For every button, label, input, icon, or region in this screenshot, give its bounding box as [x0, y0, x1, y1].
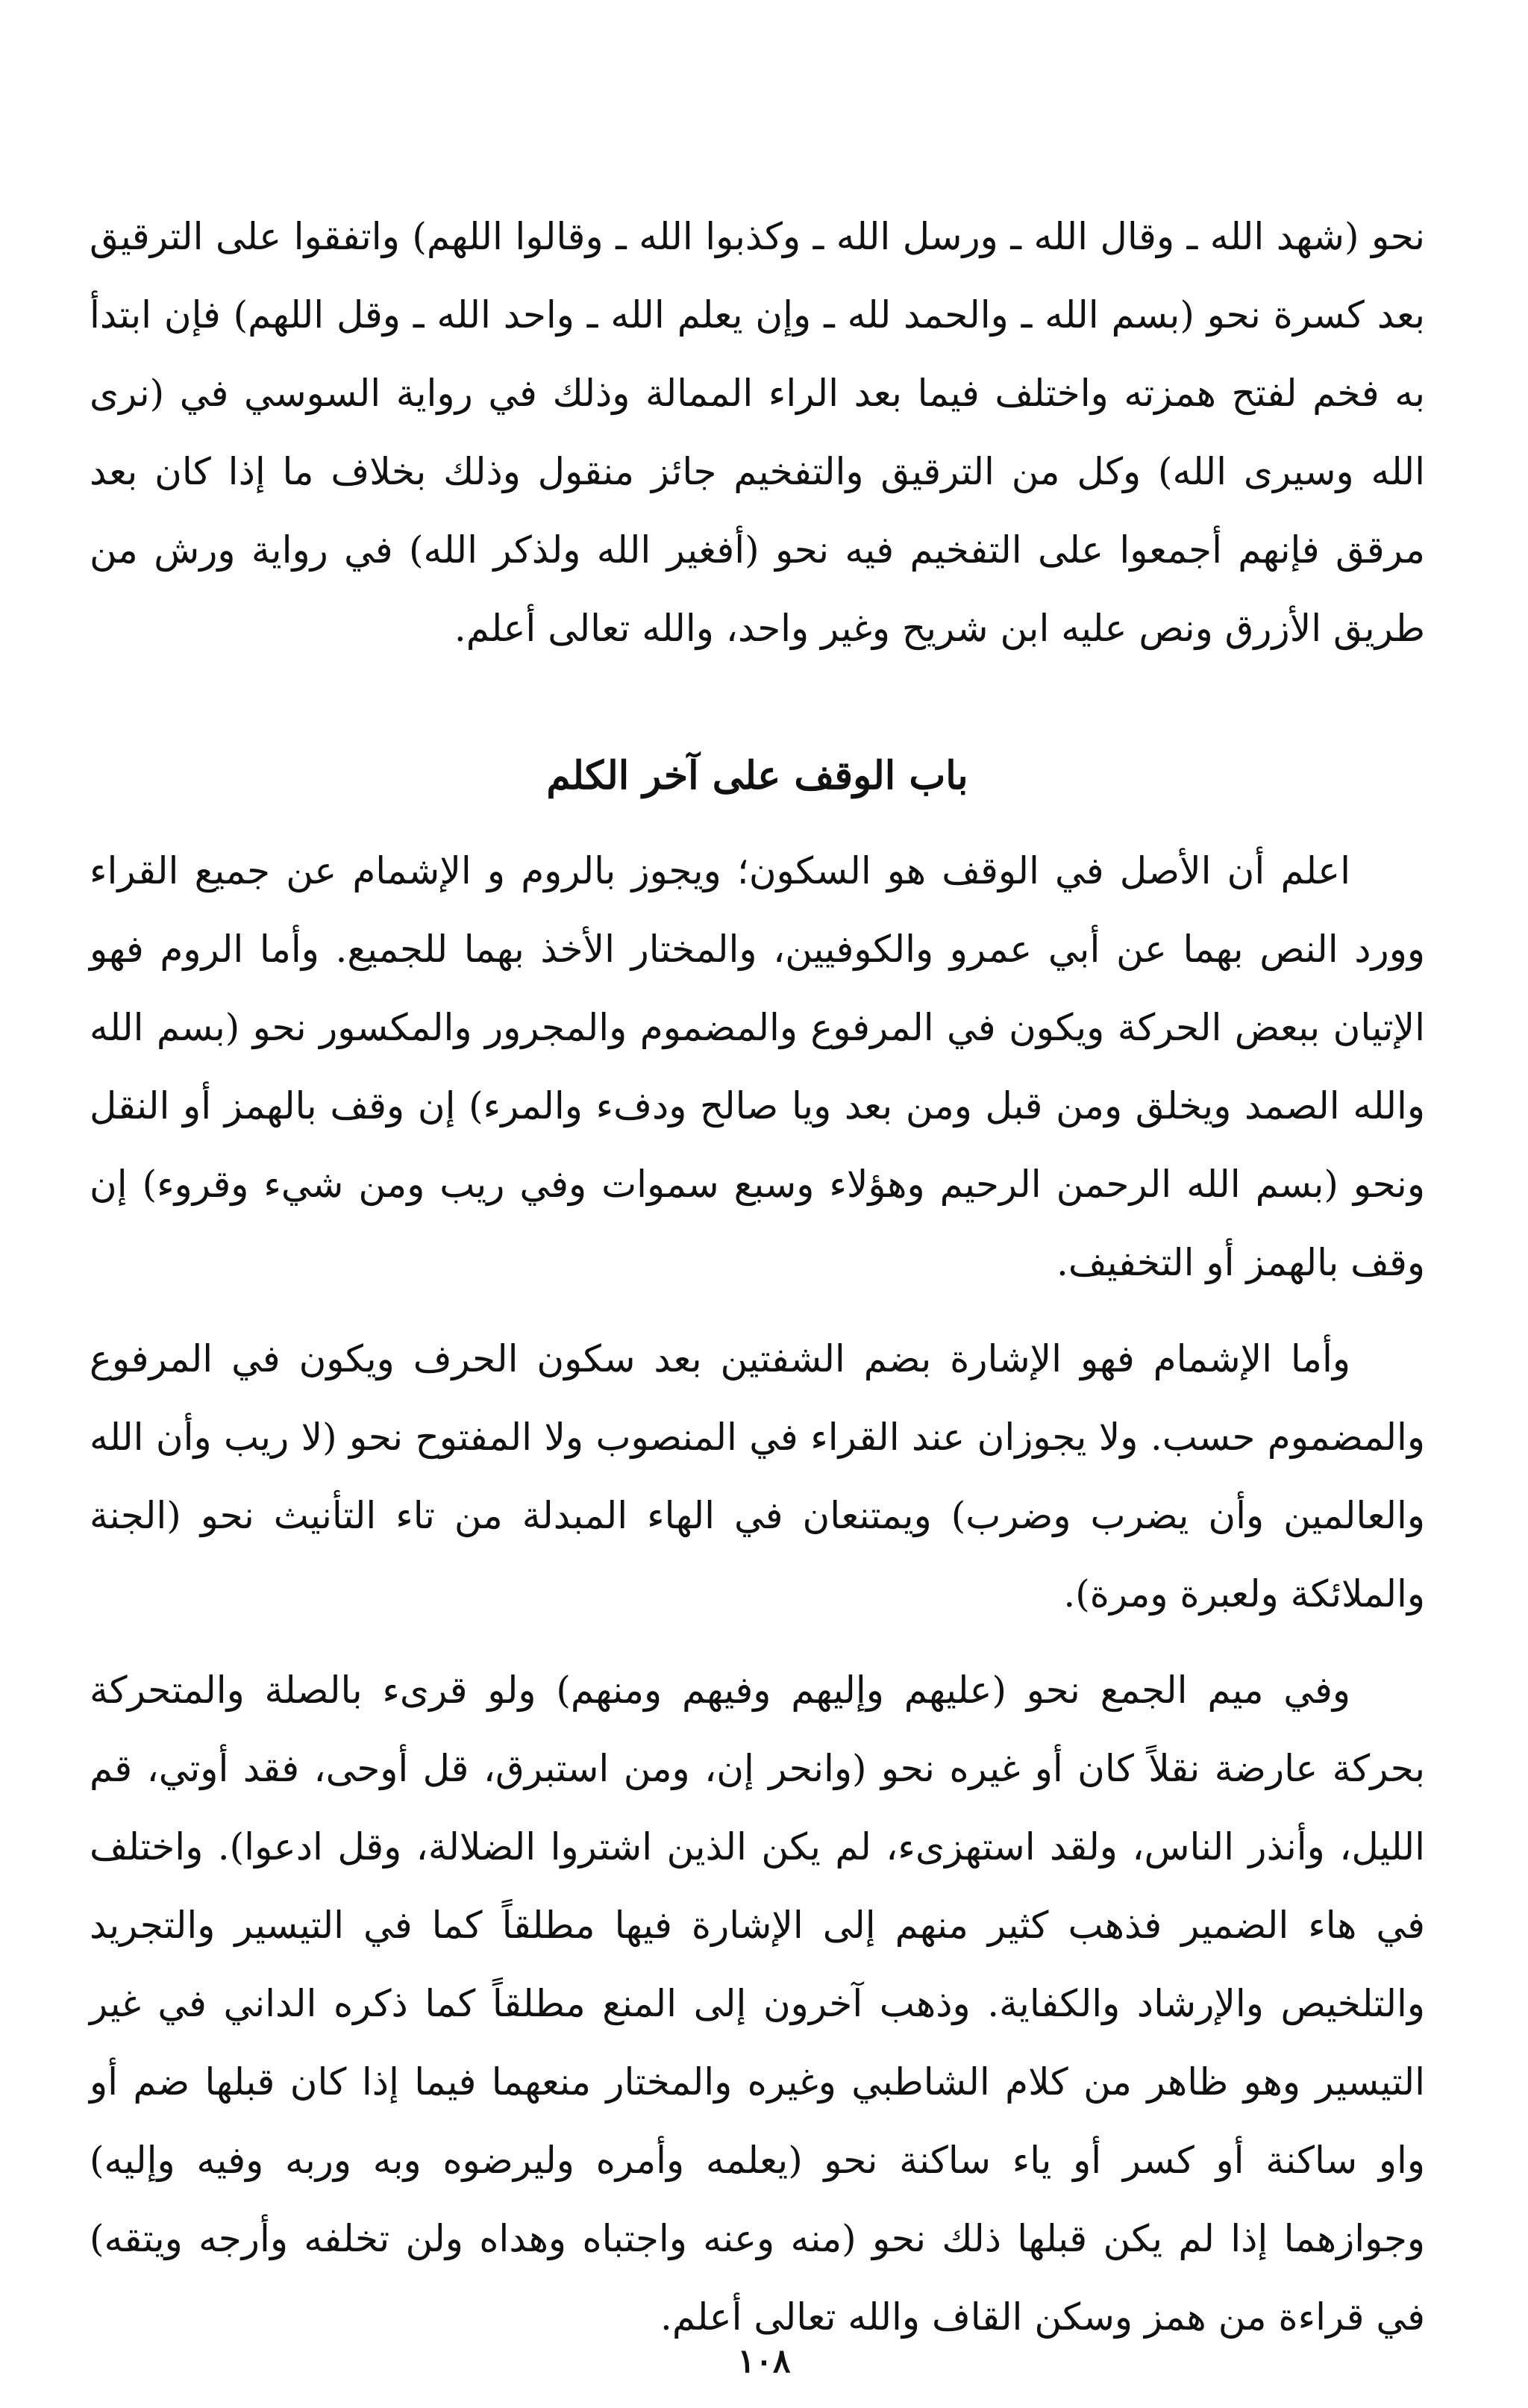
section-heading: باب الوقف على آخر الكلم: [546, 753, 968, 798]
paragraph: اعلم أن الأصل في الوقف هو السكون؛ ويجوز بالروم و الإشمام عن جميع القراء وورد النص بهما عن أبي عمرو والكوفيين، والمختار الأخذ بهما للجميع. وأما الروم فهو الإتيان ببعض الحركة ويكون في المرفوع والمضموم والمجرور والمكسور نحو (بسم الله والله الصمد ويخلق ومن قبل ومن بعد ويا صالح ودفء والمرء) إن وقف بالهمز أو النقل ونحو (بسم الله الرحمن الرحيم وهؤلاء وسبع سموات وفي ريب ومن شيء وقروء) إن وقف بالهمز أو التخفيف.: [90, 849, 1425, 1284]
section-body: [90, 832, 1425, 2374]
paragraph: وفي ميم الجمع نحو (عليهم وإليهم وفيهم ومنهم) ولو قرىء بالصلة والمتحركة بحركة عارضة نقلاً كان أو غيره نحو (وانحر إن، ومن استبرق، قل أوحى، فقد أوتي، قم الليل، وأنذر الناس، ولقد استهزىء، لم يكن الذين اشتروا الضلالة، وقل ادعوا). واختلف في هاء الضمير فذهب كثير منهم إلى الإشارة فيها مطلقاً كما في التيسير والتجريد والتلخيص والإرشاد والكفاية. وذهب آخرون إلى المنع مطلقاً كما ذكره الداني في غير التيسير وهو ظاهر من كلام الشاطبي وغيره والمختار منعهما فيما إذا كان قبلها ضم أو واو ساكنة أو كسر أو ياء ساكنة نحو (يعلمه وأمره وليرضوه وبه وربه وفيه وإليه) وجوازهما إذا لم يكن قبلها ذلك نحو (منه وعنه واجتباه وهداه ولن تخلفه وأرجه ويتقه) في قراءة من همز وسكن القاف والله تعالى أعلم.: [90, 1669, 1426, 2339]
paragraph: نحو (شهد الله ـ وقال الله ـ ورسل الله ـ وكذبوا الله ـ وقالوا اللهم) واتفقوا على الترقيق بعد كسرة نحو (بسم الله ـ والحمد لله ـ وإن يعلم الله ـ واحد الله ـ وقل اللهم) فإن ابتدأ به فخم لفتح همزته واختلف فيما بعد الراء الممالة وذلك في رواية السوسي في (نرى الله وسيرى الله) وكل من الترقيق والتفخيم جائز منقول وذلك بخلاف ما إذا كان بعد مرقق فإنهم أجمعوا على التفخيم فيه نحو (أفغير الله ولذكر الله) في رواية ورش من طريق الأزرق ونص عليه ابن شريح وغير واحد، والله تعالى أعلم.: [90, 215, 1426, 650]
paragraph: وأما الإشمام فهو الإشارة بضم الشفتين بعد سكون الحرف ويكون في المرفوع والمضموم حسب. ولا يجوزان عند القراء في المنصوب ولا المفتوح نحو (لا ريب وأن الله والعالمين وأن يضرب وضرب) ويمتنعان في الهاء المبدلة من تاء التأنيث نحو (الجنة والملائكة ولعبرة ومرة).: [90, 1337, 1425, 1616]
continuation-text: [90, 198, 1425, 668]
page-number: ١٠٨: [737, 2342, 791, 2380]
